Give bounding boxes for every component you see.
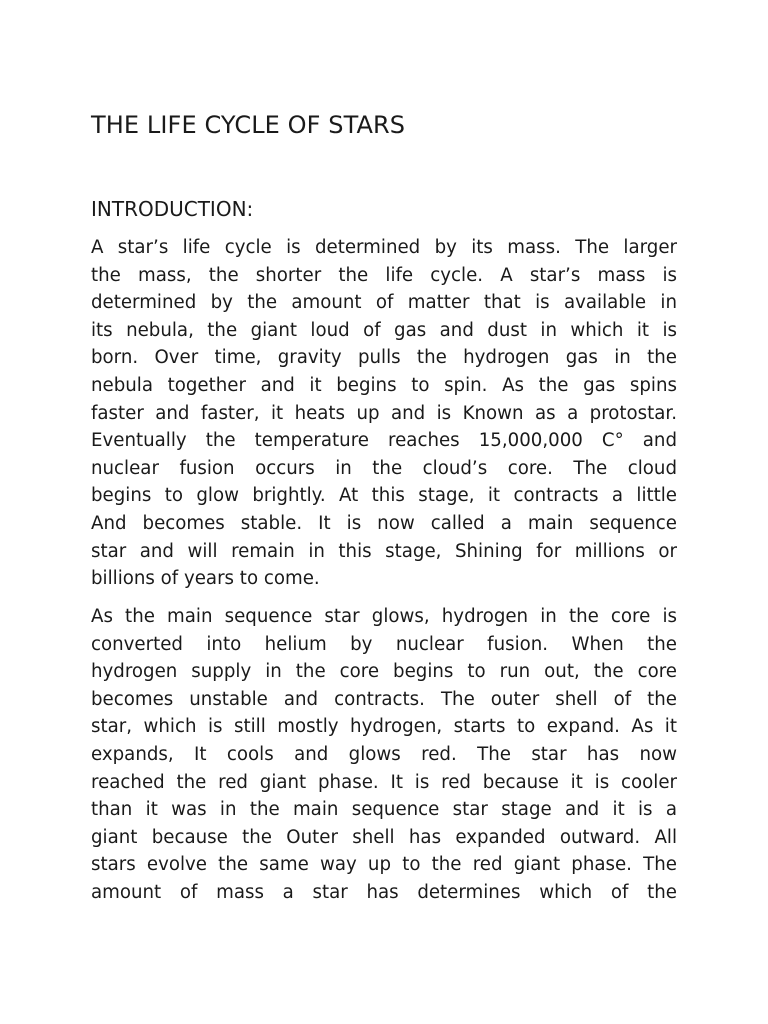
document-title: THE LIFE CYCLE OF STARS <box>91 111 406 139</box>
paragraph-line: born. Over time, gravity pulls the hydrogen gas in the <box>91 347 677 369</box>
paragraph-2 <box>91 603 677 907</box>
paragraph-line: converted into helium by nuclear fusion. When the <box>91 633 677 655</box>
paragraph-line: Eventually the temperature reaches 15,000,000 C° and <box>91 430 677 452</box>
paragraph-line: nebula together and it begins to spin. As the gas spins <box>91 374 677 396</box>
paragraph-line: the mass, the shorter the life cycle. A star’s mass is <box>91 264 677 286</box>
paragraph-line: than it was in the main sequence star stage and it is a <box>91 799 677 821</box>
paragraph-line: begins to glow brightly. At this stage, it contracts a little <box>91 485 677 507</box>
paragraph-line: faster and faster, it heats up and is Known as a protostar. <box>91 402 677 424</box>
paragraph-line: As the main sequence star glows, hydrogen in the core is <box>91 606 677 627</box>
paragraph-line: its nebula, the giant loud of gas and dust in which it is <box>91 319 677 341</box>
paragraph-line: star and will remain in this stage, Shining for millions or <box>91 540 677 562</box>
section-heading-introduction: INTRODUCTION: <box>91 197 254 221</box>
paragraph-line: amount of mass a star has determines which of the <box>91 881 677 903</box>
paragraph-line: becomes unstable and contracts. The outer shell of the <box>91 688 677 710</box>
paragraph-line: stars evolve the same way up to the red giant phase. The <box>91 854 677 876</box>
paragraph-line: reached the red giant phase. It is red because it is cooler <box>91 771 677 793</box>
paragraph-line: And becomes stable. It is now called a main sequence <box>91 512 677 534</box>
paragraph-line: determined by the amount of matter that is available in <box>91 292 677 314</box>
paragraph-line: A star’s life cycle is determined by its mass. The larger <box>91 237 677 258</box>
paragraph-line: star, which is still mostly hydrogen, starts to expand. As it <box>91 716 677 738</box>
paragraph-line: expands, It cools and glows red. The star has now <box>91 743 677 765</box>
paragraph-line: giant because the Outer shell has expanded outward. All <box>91 826 677 848</box>
paragraph-line: hydrogen supply in the core begins to run out, the core <box>91 661 677 683</box>
paragraph-line: nuclear fusion occurs in the cloud’s core. The cloud <box>91 457 677 479</box>
paragraph-1 <box>91 234 677 593</box>
paragraph-line: billions of years to come. <box>91 568 320 590</box>
